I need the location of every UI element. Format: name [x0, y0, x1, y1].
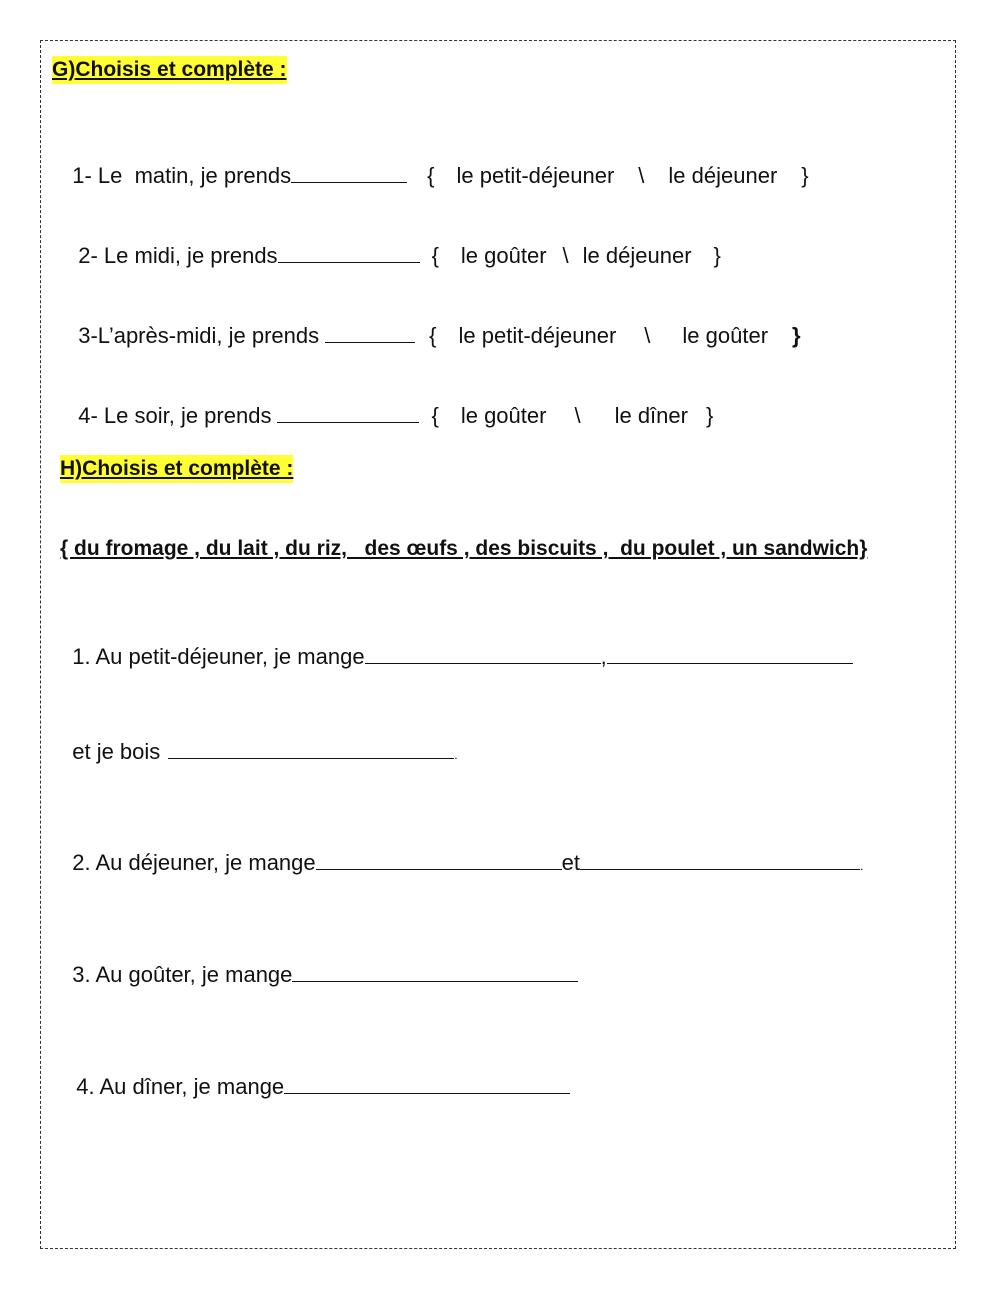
option-2[interactable]: le déjeuner [582, 243, 692, 268]
item-prefix: 4. Au dîner, je mange [76, 1074, 285, 1099]
separator: \ [562, 243, 569, 268]
answer-blank[interactable] [277, 402, 419, 423]
section-h-item-2 [60, 821, 863, 880]
section-h-item-3 [60, 933, 578, 989]
section-g-item-2 [66, 214, 721, 270]
answer-blank[interactable] [607, 643, 853, 664]
separator: \ [644, 323, 651, 348]
item-prefix: 2. Au déjeuner, je mange [72, 850, 316, 875]
brace-open: { [427, 163, 435, 188]
item-prefix: 3. Au goûter, je mange [72, 962, 293, 987]
section-g-item-3 [66, 294, 801, 350]
brace-open: { [431, 403, 439, 428]
period: . [860, 859, 864, 873]
option-1[interactable]: le petit-déjeuner [456, 163, 615, 188]
option-2[interactable]: le déjeuner [668, 163, 778, 188]
answer-blank[interactable] [168, 738, 454, 759]
item-prefix: 3-L’après-midi, je prends [78, 323, 320, 348]
section-g-item-4 [66, 374, 713, 430]
brace-close: } [792, 323, 801, 348]
section-g-item-1 [60, 134, 809, 190]
section-h-item-4 [64, 1045, 570, 1101]
brace-open: { [429, 323, 437, 348]
answer-blank[interactable] [278, 242, 420, 263]
answer-blank[interactable] [365, 643, 601, 664]
option-1[interactable]: le petit-déjeuner [458, 323, 617, 348]
item-prefix: 2- Le midi, je prends [78, 243, 278, 268]
item-prefix: et je bois [72, 739, 161, 764]
section-h-item-1 [60, 615, 853, 671]
comma: , [600, 644, 607, 669]
brace-close: } [713, 243, 721, 268]
answer-blank[interactable] [291, 162, 407, 183]
brace-close: } [705, 403, 714, 428]
separator: \ [574, 403, 581, 428]
option-2[interactable]: le dîner [614, 403, 688, 428]
word-bank: { du fromage , du lait , du riz, des œufs , des biscuits , du poulet , un sandwich} [60, 537, 868, 560]
answer-blank[interactable] [284, 1073, 570, 1094]
answer-blank[interactable] [325, 322, 415, 343]
brace-close: } [801, 163, 809, 188]
period: . [454, 748, 458, 762]
option-1[interactable]: le goûter [460, 403, 547, 428]
section-h-item-1b [60, 710, 458, 769]
answer-blank[interactable] [292, 961, 578, 982]
option-1[interactable]: le goûter [460, 243, 547, 268]
option-2[interactable]: le goûter [682, 323, 769, 348]
brace-open: { [431, 243, 439, 268]
item-prefix: 1- Le matin, je prends [72, 163, 292, 188]
answer-blank[interactable] [316, 849, 562, 870]
conjunction: et [561, 850, 581, 875]
section-h-heading: H)Choisis et complète : [60, 455, 293, 483]
answer-blank[interactable] [580, 849, 860, 870]
separator: \ [638, 163, 645, 188]
section-g-heading: G)Choisis et complète : [52, 56, 287, 84]
item-prefix: 4- Le soir, je prends [78, 403, 272, 428]
item-prefix: 1. Au petit-déjeuner, je mange [72, 644, 365, 669]
